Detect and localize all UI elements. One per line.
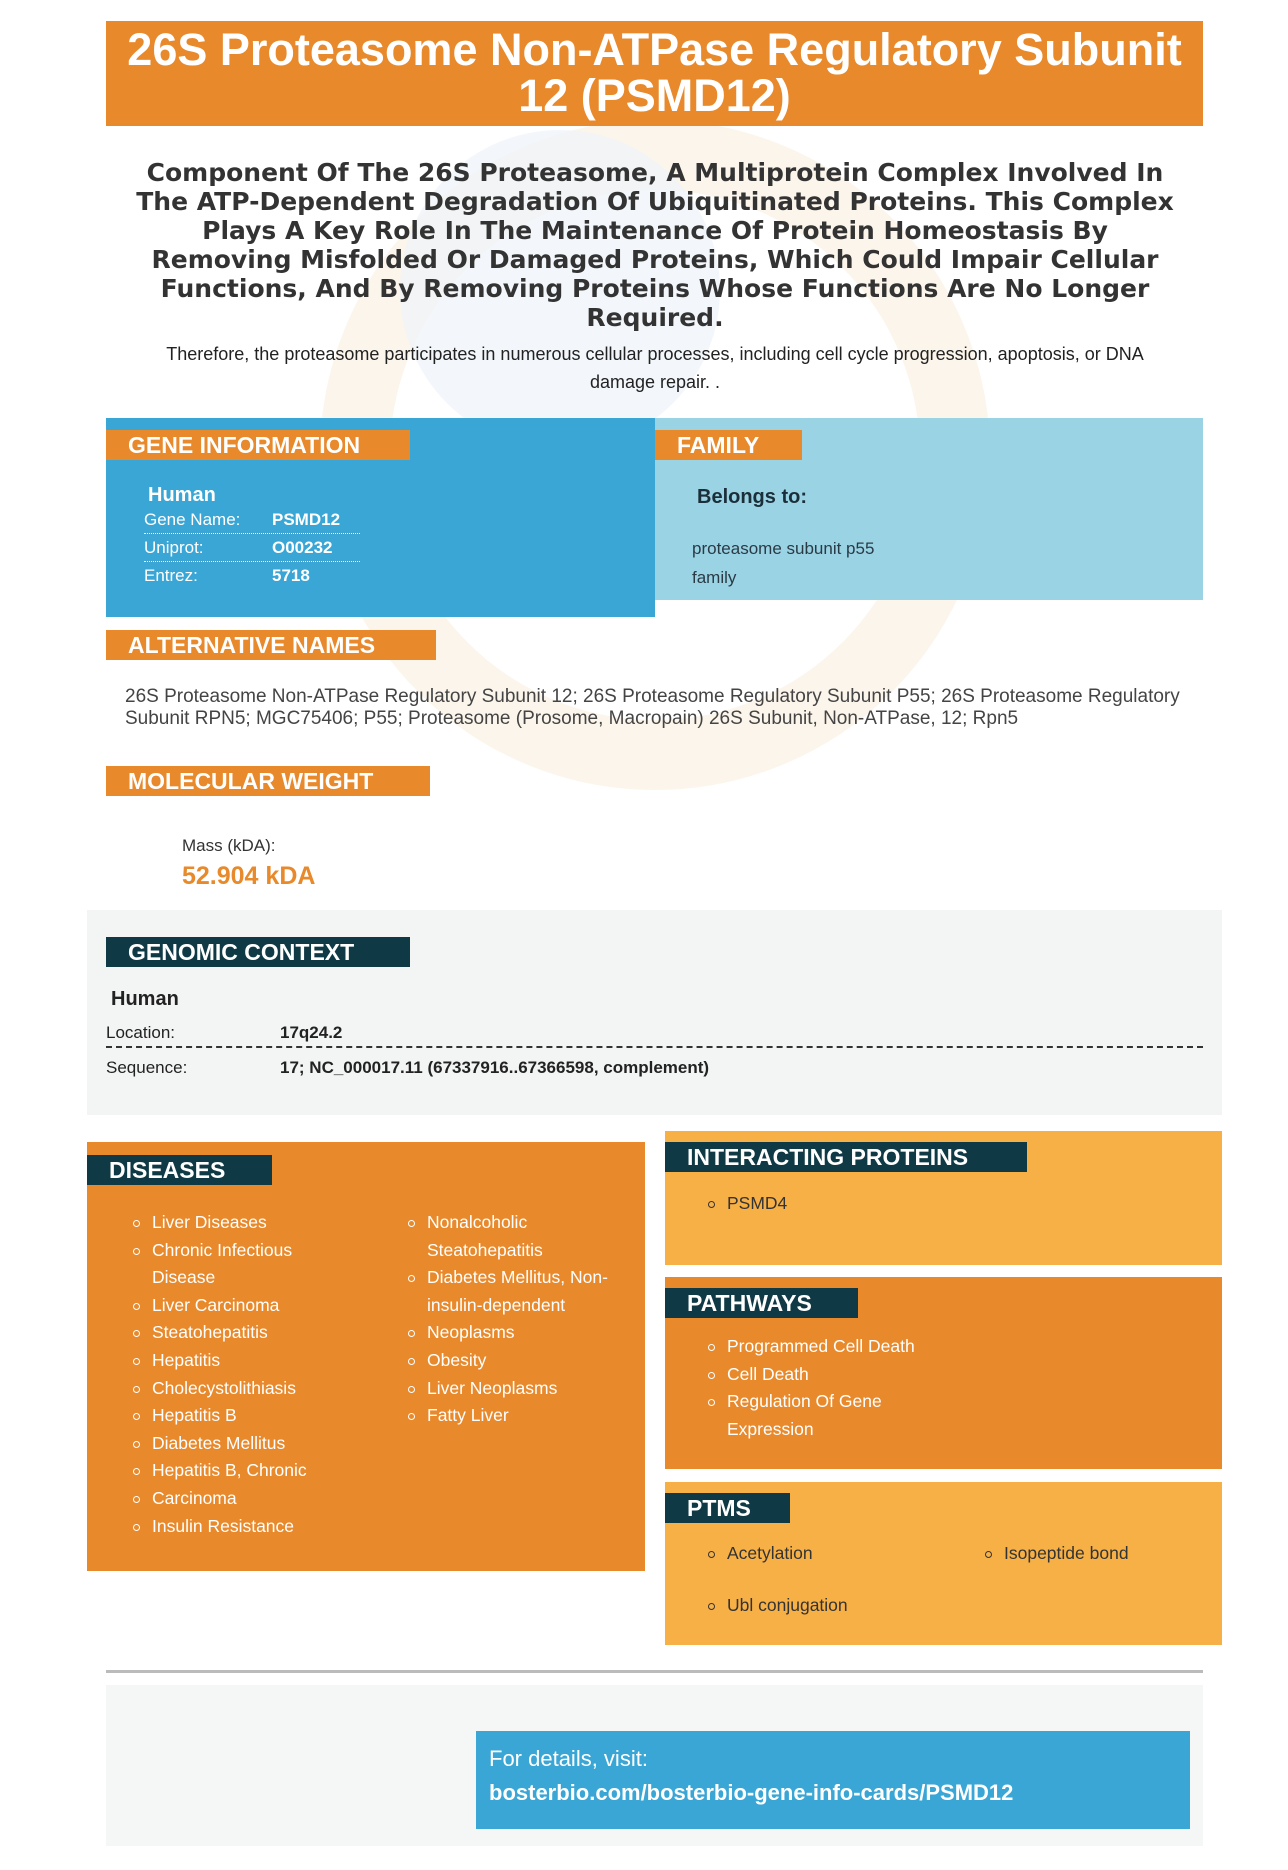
pathways-header: PATHWAYS — [665, 1288, 858, 1318]
ptms-list-left — [705, 1540, 925, 1619]
gene-species: Human — [148, 484, 216, 506]
list-item: Obesity — [405, 1347, 615, 1375]
location-row — [106, 1015, 1203, 1048]
interacting-proteins-header: INTERACTING PROTEINS — [665, 1142, 1027, 1172]
gene-name-row — [144, 506, 360, 534]
genomic-species: Human — [111, 988, 179, 1010]
list-item: Isopeptide bond — [982, 1540, 1202, 1568]
genomic-context-panel — [87, 910, 1222, 1115]
interacting-proteins-panel — [665, 1131, 1222, 1265]
list-item: Programmed Cell Death — [705, 1333, 915, 1361]
ptms-panel — [665, 1482, 1222, 1645]
gene-name-value: PSMD12 — [272, 510, 341, 529]
ptms-header: PTMS — [665, 1493, 790, 1523]
list-item: PSMD4 — [705, 1190, 1005, 1218]
diseases-panel — [87, 1142, 645, 1571]
family-value: proteasome subunit p55 family — [692, 539, 875, 587]
sequence-row — [106, 1050, 1203, 1083]
mass-value: 52.904 kDA — [182, 862, 316, 890]
list-item: Cell Death — [705, 1361, 915, 1389]
list-item: Chronic Infectious Disease — [130, 1237, 340, 1292]
details-link-box[interactable] — [476, 1731, 1190, 1829]
details-url-link[interactable]: bosterbio.com/bosterbio-gene-info-cards/PSMD12 — [489, 1780, 1014, 1805]
list-item: Carcinoma — [130, 1485, 340, 1513]
family-belongs-label: Belongs to: — [697, 486, 807, 508]
gene-information-header: GENE INFORMATION — [106, 430, 410, 460]
list-item: Acetylation — [705, 1540, 925, 1568]
list-item: Regulation Of Gene Expression — [705, 1388, 915, 1443]
list-item: Ubl conjugation — [705, 1592, 925, 1620]
list-item: Diabetes Mellitus — [130, 1430, 340, 1458]
uniprot-row — [144, 534, 360, 562]
list-item: Liver Carcinoma — [130, 1292, 340, 1320]
description-text: Therefore, the proteasome participates in numerous cellular processes, including cell cycle progression, apoptosis, or DNA damage repair. . — [166, 344, 1144, 392]
list-item: Nonalcoholic Steatohepatitis — [405, 1209, 615, 1264]
diseases-list-right — [405, 1209, 615, 1430]
uniprot-value: O00232 — [272, 538, 333, 557]
entrez-value: 5718 — [272, 566, 310, 585]
details-label: For details, visit: — [489, 1746, 648, 1771]
footer-divider — [106, 1670, 1203, 1673]
list-item: Fatty Liver — [405, 1402, 615, 1430]
pathways-panel — [665, 1277, 1222, 1469]
sequence-label: Sequence: — [106, 1058, 188, 1077]
alternative-names-text: 26S Proteasome Non-ATPase Regulatory Subunit 12; 26S Proteasome Regulatory Subunit P55; 26S Proteasome Regulatory Subunit RPN5; MGC75406; P55; Proteasome (Prosome, Macropain) 26S Subunit, Non-ATPase, 12; Rpn5 — [125, 686, 1180, 729]
mass-label: Mass (kDA): — [182, 836, 276, 855]
summary-heading: Component Of The 26S Proteasome, A Multiprotein Complex Involved In The ATP-Dependent Degradation Of Ubiquitinated Proteins. This Complex Plays A Key Role In The Maintenance Of Protein Homeostasis By Removing Misfolded Or Damaged Proteins, Which Could Impair Cellular Functions, And By Removing Proteins Whose Functions Are No Longer Required. — [136, 158, 1174, 332]
diseases-header: DISEASES — [87, 1155, 272, 1185]
gene-name-label: Gene Name: — [144, 510, 241, 529]
location-value: 17q24.2 — [280, 1023, 343, 1042]
uniprot-label: Uniprot: — [144, 538, 204, 557]
interacting-proteins-list — [705, 1190, 1005, 1218]
list-item: Hepatitis — [130, 1347, 340, 1375]
location-label: Location: — [106, 1023, 175, 1042]
list-item: Hepatitis B, Chronic — [130, 1457, 340, 1485]
entrez-row — [144, 562, 360, 590]
molecular-weight-header: MOLECULAR WEIGHT — [106, 766, 430, 796]
list-item: Hepatitis B — [130, 1402, 340, 1430]
pathways-list — [705, 1333, 915, 1443]
list-item: Diabetes Mellitus, Non-insulin-dependent — [405, 1264, 615, 1319]
genomic-context-header: GENOMIC CONTEXT — [106, 937, 410, 967]
entrez-label: Entrez: — [144, 566, 198, 585]
alternative-names-header: ALTERNATIVE NAMES — [106, 630, 436, 660]
list-item: Steatohepatitis — [130, 1319, 340, 1347]
list-item: Cholecystolithiasis — [130, 1375, 340, 1403]
ptms-list-right — [982, 1540, 1202, 1568]
sequence-value: 17; NC_000017.11 (67337916..67366598, complement) — [280, 1058, 710, 1077]
page-title: 26S Proteasome Non-ATPase Regulatory Subunit 12 (PSMD12) — [106, 21, 1203, 126]
list-item: Liver Diseases — [130, 1209, 340, 1237]
list-item: Liver Neoplasms — [405, 1375, 615, 1403]
list-item: Neoplasms — [405, 1319, 615, 1347]
diseases-list-left — [130, 1209, 340, 1540]
family-header: FAMILY — [655, 430, 802, 460]
list-item: Insulin Resistance — [130, 1513, 340, 1541]
